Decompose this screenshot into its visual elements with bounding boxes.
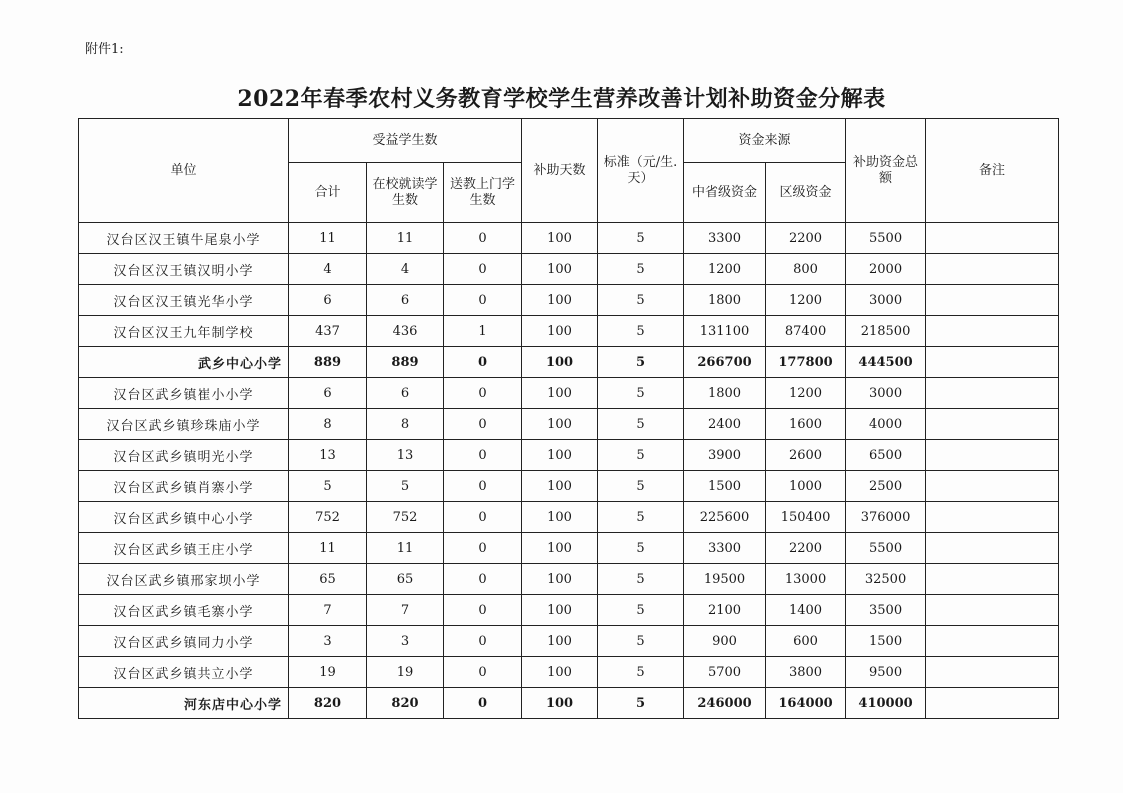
unit-cell: 汉台区武乡镇肖寨小学 <box>79 471 289 502</box>
central-provincial-cell: 246000 <box>684 688 766 719</box>
standard-cell: 5 <box>598 688 684 719</box>
remark-cell <box>926 440 1059 471</box>
in-school-cell: 11 <box>367 223 444 254</box>
in-school-cell: 8 <box>367 409 444 440</box>
remark-cell <box>926 378 1059 409</box>
grand-total-cell: 410000 <box>846 688 926 719</box>
standard-cell: 5 <box>598 595 684 626</box>
in-school-cell: 820 <box>367 688 444 719</box>
remark-cell <box>926 595 1059 626</box>
table-row <box>79 378 1059 409</box>
days-cell: 100 <box>522 223 598 254</box>
header-remarks: 备注 <box>926 119 1059 223</box>
unit-cell: 汉台区汉王镇光华小学 <box>79 285 289 316</box>
remark-cell <box>926 688 1059 719</box>
days-cell: 100 <box>522 316 598 347</box>
grand-total-cell: 444500 <box>846 347 926 378</box>
standard-cell: 5 <box>598 254 684 285</box>
district-cell: 87400 <box>766 316 846 347</box>
attachment-label: 附件1: <box>85 42 124 57</box>
home-delivery-cell: 0 <box>444 626 522 657</box>
days-cell: 100 <box>522 254 598 285</box>
in-school-cell: 6 <box>367 285 444 316</box>
remark-cell <box>926 533 1059 564</box>
standard-cell: 5 <box>598 564 684 595</box>
home-delivery-cell: 0 <box>444 440 522 471</box>
home-delivery-cell: 0 <box>444 285 522 316</box>
table-row <box>79 502 1059 533</box>
grand-total-cell: 9500 <box>846 657 926 688</box>
total-cell: 5 <box>289 471 367 502</box>
days-cell: 100 <box>522 688 598 719</box>
remark-cell <box>926 657 1059 688</box>
in-school-cell: 7 <box>367 595 444 626</box>
in-school-cell: 19 <box>367 657 444 688</box>
header-central-provincial: 中省级资金 <box>684 163 766 223</box>
home-delivery-cell: 0 <box>444 254 522 285</box>
district-cell: 2200 <box>766 223 846 254</box>
unit-cell: 汉台区汉王镇汉明小学 <box>79 254 289 285</box>
header-total: 合计 <box>289 163 367 223</box>
header-funding-source: 资金来源 <box>684 119 846 163</box>
district-cell: 177800 <box>766 347 846 378</box>
total-cell: 65 <box>289 564 367 595</box>
home-delivery-cell: 0 <box>444 223 522 254</box>
district-cell: 1400 <box>766 595 846 626</box>
in-school-cell: 65 <box>367 564 444 595</box>
remark-cell <box>926 626 1059 657</box>
unit-cell: 河东店中心小学 <box>79 688 289 719</box>
grand-total-cell: 5500 <box>846 223 926 254</box>
remark-cell <box>926 564 1059 595</box>
unit-cell: 汉台区武乡镇毛寨小学 <box>79 595 289 626</box>
central-provincial-cell: 900 <box>684 626 766 657</box>
total-cell: 7 <box>289 595 367 626</box>
table-row <box>79 471 1059 502</box>
home-delivery-cell: 0 <box>444 409 522 440</box>
grand-total-cell: 376000 <box>846 502 926 533</box>
unit-cell: 武乡中心小学 <box>79 347 289 378</box>
subsidy-table <box>78 118 1059 719</box>
subtotal-row <box>79 347 1059 378</box>
days-cell: 100 <box>522 564 598 595</box>
header-days: 补助天数 <box>522 119 598 223</box>
total-cell: 19 <box>289 657 367 688</box>
remark-cell <box>926 223 1059 254</box>
days-cell: 100 <box>522 285 598 316</box>
central-provincial-cell: 1800 <box>684 378 766 409</box>
grand-total-cell: 218500 <box>846 316 926 347</box>
central-provincial-cell: 2400 <box>684 409 766 440</box>
table-row <box>79 595 1059 626</box>
home-delivery-cell: 0 <box>444 347 522 378</box>
grand-total-cell: 32500 <box>846 564 926 595</box>
in-school-cell: 4 <box>367 254 444 285</box>
home-delivery-cell: 0 <box>444 688 522 719</box>
days-cell: 100 <box>522 657 598 688</box>
standard-cell: 5 <box>598 626 684 657</box>
central-provincial-cell: 2100 <box>684 595 766 626</box>
in-school-cell: 5 <box>367 471 444 502</box>
table-row <box>79 223 1059 254</box>
total-cell: 3 <box>289 626 367 657</box>
days-cell: 100 <box>522 533 598 564</box>
total-cell: 889 <box>289 347 367 378</box>
total-cell: 6 <box>289 378 367 409</box>
days-cell: 100 <box>522 502 598 533</box>
header-grand-total: 补助资金总额 <box>846 119 926 223</box>
remark-cell <box>926 316 1059 347</box>
total-cell: 13 <box>289 440 367 471</box>
standard-cell: 5 <box>598 440 684 471</box>
district-cell: 1000 <box>766 471 846 502</box>
unit-cell: 汉台区武乡镇崔小小学 <box>79 378 289 409</box>
central-provincial-cell: 3300 <box>684 223 766 254</box>
central-provincial-cell: 266700 <box>684 347 766 378</box>
in-school-cell: 3 <box>367 626 444 657</box>
standard-cell: 5 <box>598 502 684 533</box>
home-delivery-cell: 0 <box>444 595 522 626</box>
total-cell: 437 <box>289 316 367 347</box>
in-school-cell: 11 <box>367 533 444 564</box>
total-cell: 8 <box>289 409 367 440</box>
central-provincial-cell: 3300 <box>684 533 766 564</box>
home-delivery-cell: 0 <box>444 502 522 533</box>
total-cell: 4 <box>289 254 367 285</box>
in-school-cell: 6 <box>367 378 444 409</box>
table-body <box>79 223 1059 719</box>
remark-cell <box>926 285 1059 316</box>
standard-cell: 5 <box>598 471 684 502</box>
table-row <box>79 316 1059 347</box>
central-provincial-cell: 225600 <box>684 502 766 533</box>
district-cell: 1200 <box>766 285 846 316</box>
unit-cell: 汉台区武乡镇共立小学 <box>79 657 289 688</box>
central-provincial-cell: 1200 <box>684 254 766 285</box>
table-row <box>79 440 1059 471</box>
unit-cell: 汉台区武乡镇同力小学 <box>79 626 289 657</box>
table-row <box>79 657 1059 688</box>
unit-cell: 汉台区武乡镇邢家坝小学 <box>79 564 289 595</box>
total-cell: 752 <box>289 502 367 533</box>
total-cell: 11 <box>289 223 367 254</box>
days-cell: 100 <box>522 471 598 502</box>
district-cell: 2600 <box>766 440 846 471</box>
table-row <box>79 564 1059 595</box>
remark-cell <box>926 502 1059 533</box>
in-school-cell: 436 <box>367 316 444 347</box>
unit-cell: 汉台区武乡镇王庄小学 <box>79 533 289 564</box>
standard-cell: 5 <box>598 316 684 347</box>
document-title: 2022年春季农村义务教育学校学生营养改善计划补助资金分解表 <box>237 86 886 112</box>
header-home-delivery: 送教上门学生数 <box>444 163 522 223</box>
central-provincial-cell: 5700 <box>684 657 766 688</box>
standard-cell: 5 <box>598 533 684 564</box>
table-row <box>79 533 1059 564</box>
home-delivery-cell: 0 <box>444 533 522 564</box>
in-school-cell: 752 <box>367 502 444 533</box>
grand-total-cell: 1500 <box>846 626 926 657</box>
central-provincial-cell: 19500 <box>684 564 766 595</box>
central-provincial-cell: 1500 <box>684 471 766 502</box>
grand-total-cell: 2000 <box>846 254 926 285</box>
remark-cell <box>926 471 1059 502</box>
district-cell: 150400 <box>766 502 846 533</box>
grand-total-cell: 4000 <box>846 409 926 440</box>
central-provincial-cell: 3900 <box>684 440 766 471</box>
in-school-cell: 889 <box>367 347 444 378</box>
total-cell: 820 <box>289 688 367 719</box>
table-row <box>79 409 1059 440</box>
days-cell: 100 <box>522 347 598 378</box>
district-cell: 164000 <box>766 688 846 719</box>
grand-total-cell: 3000 <box>846 285 926 316</box>
district-cell: 800 <box>766 254 846 285</box>
header-standard: 标准（元/生.天） <box>598 119 684 223</box>
district-cell: 13000 <box>766 564 846 595</box>
header-district: 区级资金 <box>766 163 846 223</box>
remark-cell <box>926 409 1059 440</box>
district-cell: 3800 <box>766 657 846 688</box>
home-delivery-cell: 0 <box>444 378 522 409</box>
central-provincial-cell: 131100 <box>684 316 766 347</box>
table-row <box>79 626 1059 657</box>
central-provincial-cell: 1800 <box>684 285 766 316</box>
total-cell: 6 <box>289 285 367 316</box>
standard-cell: 5 <box>598 378 684 409</box>
district-cell: 1600 <box>766 409 846 440</box>
total-cell: 11 <box>289 533 367 564</box>
subtotal-row <box>79 688 1059 719</box>
grand-total-cell: 3000 <box>846 378 926 409</box>
days-cell: 100 <box>522 378 598 409</box>
unit-cell: 汉台区武乡镇中心小学 <box>79 502 289 533</box>
grand-total-cell: 2500 <box>846 471 926 502</box>
days-cell: 100 <box>522 409 598 440</box>
unit-cell: 汉台区汉王镇牛尾泉小学 <box>79 223 289 254</box>
unit-cell: 汉台区武乡镇明光小学 <box>79 440 289 471</box>
standard-cell: 5 <box>598 409 684 440</box>
district-cell: 1200 <box>766 378 846 409</box>
home-delivery-cell: 0 <box>444 564 522 595</box>
grand-total-cell: 6500 <box>846 440 926 471</box>
unit-cell: 汉台区武乡镇珍珠庙小学 <box>79 409 289 440</box>
standard-cell: 5 <box>598 347 684 378</box>
grand-total-cell: 3500 <box>846 595 926 626</box>
remark-cell <box>926 347 1059 378</box>
district-cell: 600 <box>766 626 846 657</box>
header-in-school: 在校就读学生数 <box>367 163 444 223</box>
remark-cell <box>926 254 1059 285</box>
standard-cell: 5 <box>598 285 684 316</box>
table-row <box>79 254 1059 285</box>
standard-cell: 5 <box>598 657 684 688</box>
table-row <box>79 285 1059 316</box>
header-beneficiaries: 受益学生数 <box>289 119 522 163</box>
standard-cell: 5 <box>598 223 684 254</box>
home-delivery-cell: 0 <box>444 471 522 502</box>
in-school-cell: 13 <box>367 440 444 471</box>
grand-total-cell: 5500 <box>846 533 926 564</box>
days-cell: 100 <box>522 626 598 657</box>
district-cell: 2200 <box>766 533 846 564</box>
home-delivery-cell: 0 <box>444 657 522 688</box>
header-unit: 单位 <box>79 119 289 223</box>
days-cell: 100 <box>522 440 598 471</box>
home-delivery-cell: 1 <box>444 316 522 347</box>
days-cell: 100 <box>522 595 598 626</box>
unit-cell: 汉台区汉王九年制学校 <box>79 316 289 347</box>
